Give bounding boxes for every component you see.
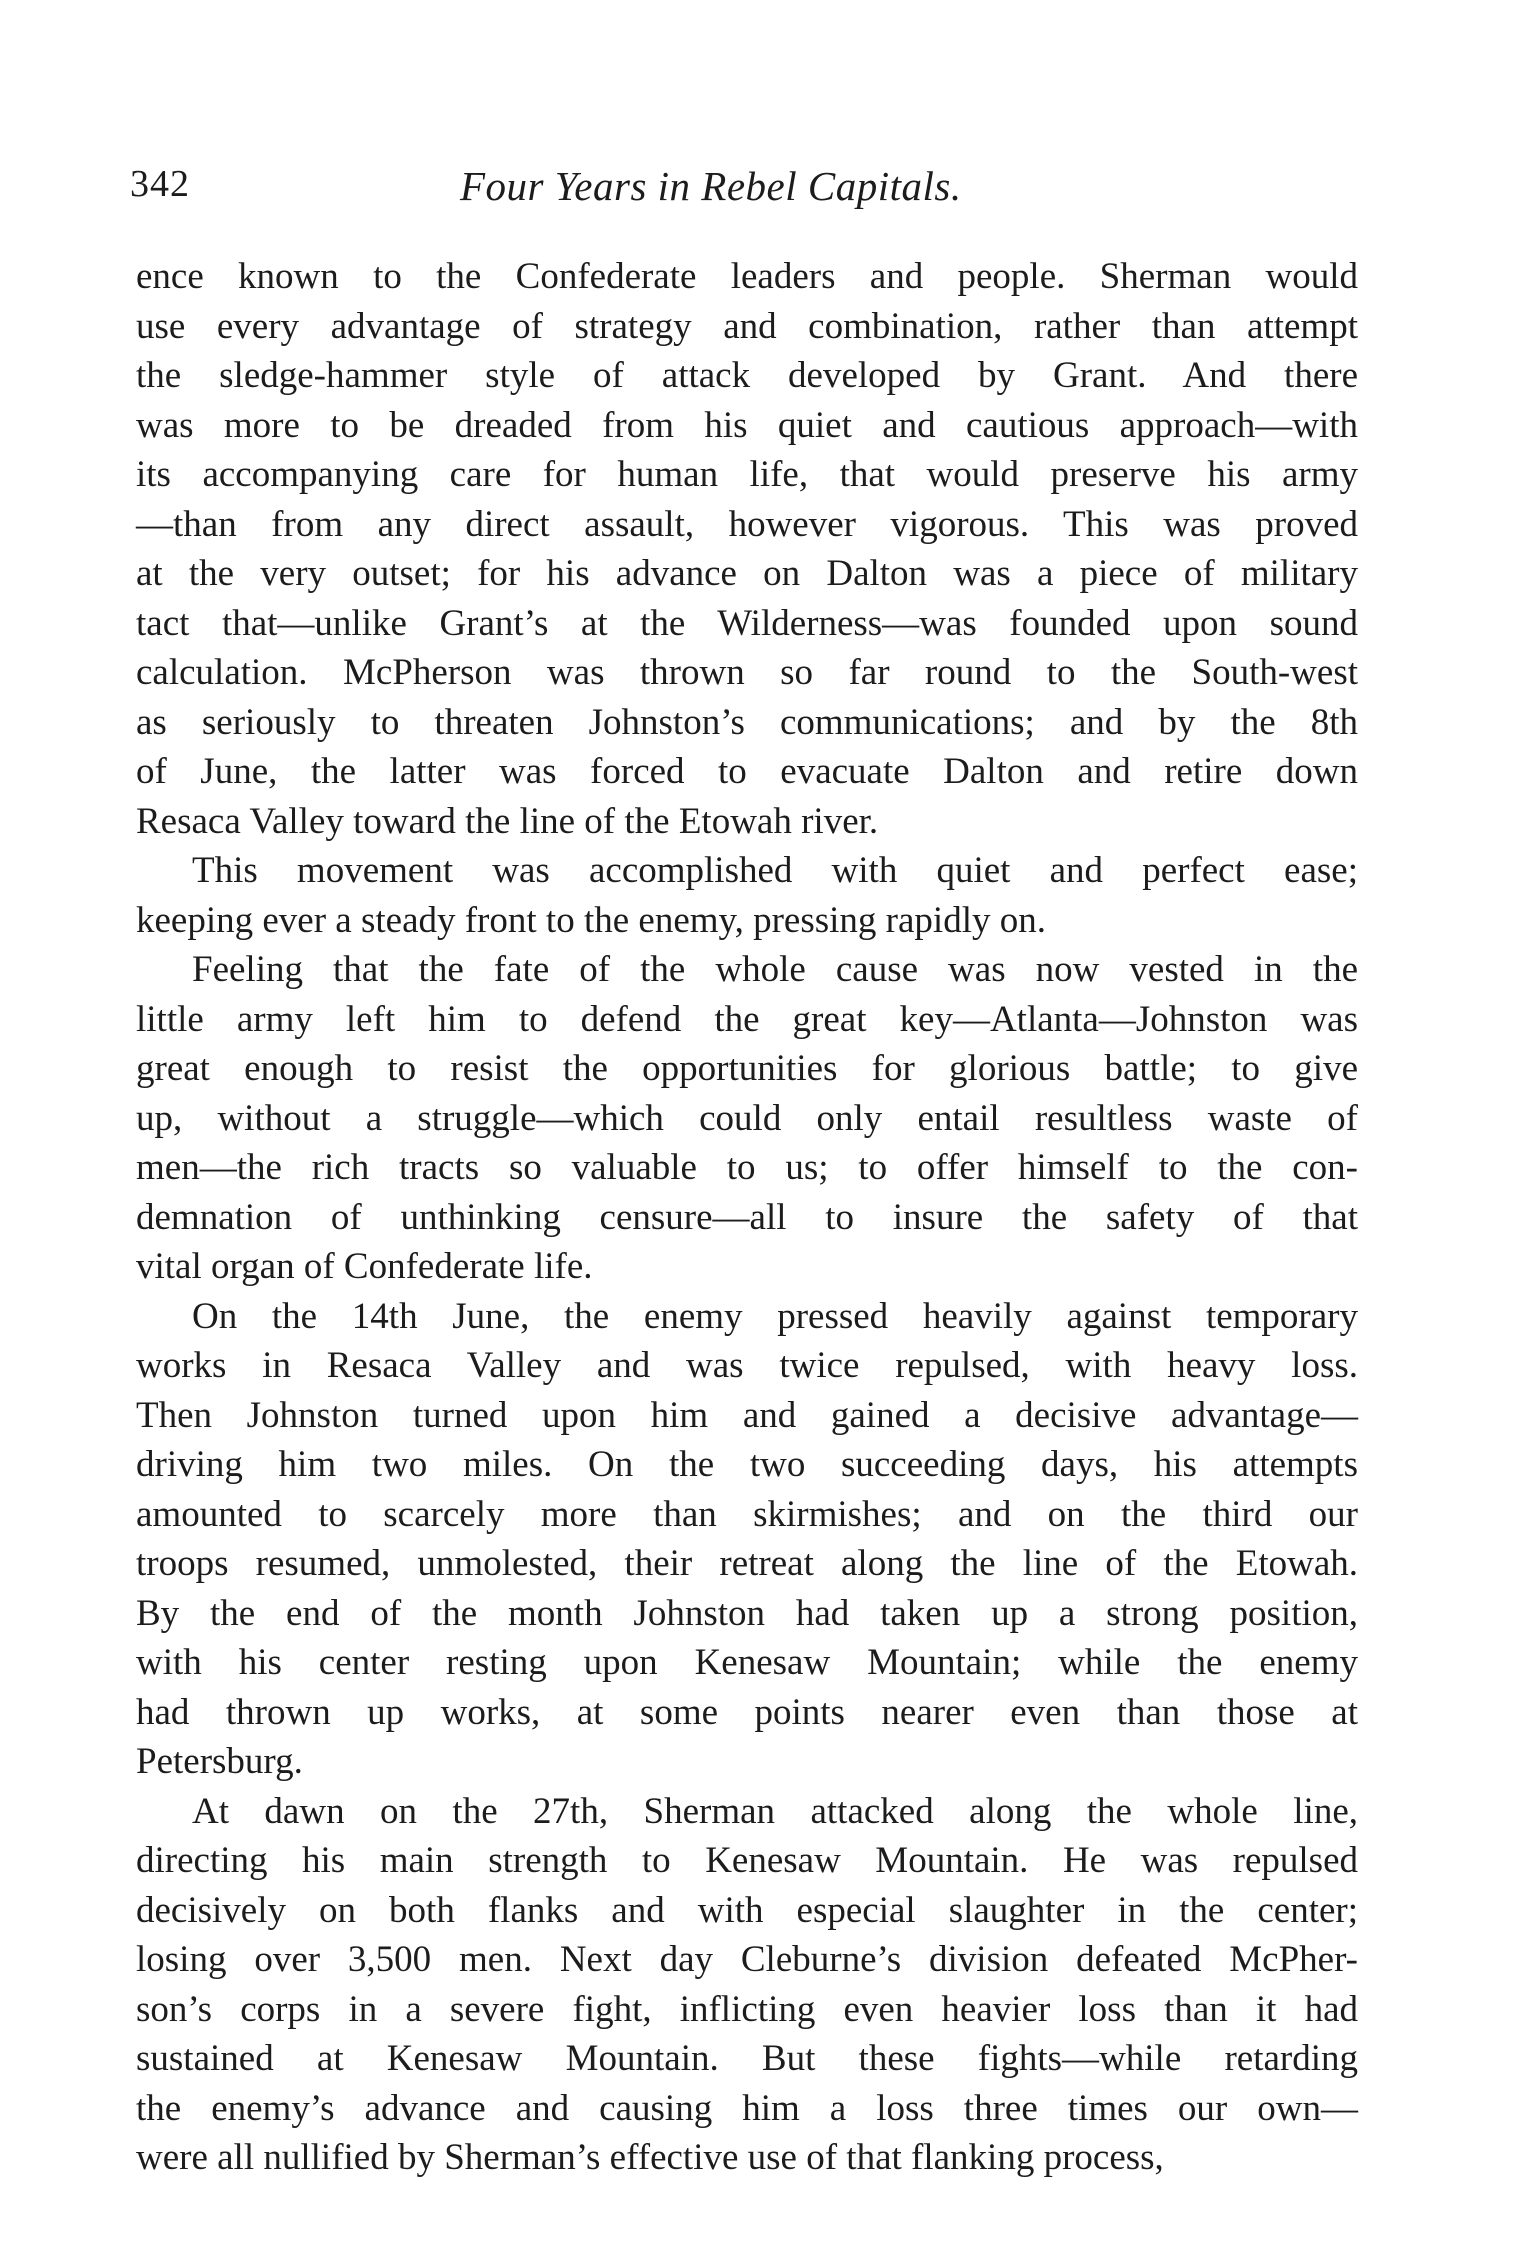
text-line: men—the rich tracts so valuable to us; to offer himself to the con- bbox=[136, 1147, 1358, 1188]
paragraph bbox=[136, 1787, 1358, 2183]
text-line: the sledge-hammer style of attack developed by Grant. And there bbox=[136, 355, 1358, 396]
text-line: troops resumed, unmolested, their retreat along the line of the Etowah. bbox=[136, 1543, 1358, 1584]
text-line: This movement was accomplished with quiet and perfect ease; bbox=[192, 850, 1358, 891]
text-line: had thrown up works, at some points nearer even than those at bbox=[136, 1691, 1358, 1733]
text-line: decisively on both flanks and with especial slaughter in the center; bbox=[136, 1889, 1358, 1931]
running-head bbox=[130, 162, 1360, 212]
text-line: ence known to the Confederate leaders and people. Sherman would bbox=[136, 256, 1358, 297]
text-line: works in Resaca Valley and was twice repulsed, with heavy loss. bbox=[136, 1345, 1358, 1386]
paragraph bbox=[136, 846, 1358, 945]
text-line: was more to be dreaded from his quiet and cautious approach—with bbox=[136, 404, 1358, 446]
text-line: amounted to scarcely more than skirmishes; and on the third our bbox=[136, 1493, 1358, 1535]
book-title: Four Years in Rebel Capitals. bbox=[460, 163, 962, 209]
text-line: At dawn on the 27th, Sherman attacked along the whole line, bbox=[192, 1790, 1358, 1832]
paragraph bbox=[136, 252, 1358, 846]
text-line: as seriously to threaten Johnston’s communications; and by the 8th bbox=[136, 701, 1358, 743]
text-line: Resaca Valley toward the line of the Etowah river. bbox=[136, 800, 879, 842]
text-line: keeping ever a steady front to the enemy, pressing rapidly on. bbox=[136, 899, 1046, 941]
paragraph bbox=[136, 1292, 1358, 1787]
text-line: son’s corps in a severe fight, inflicting even heavier loss than it had bbox=[136, 1988, 1358, 2030]
text-line: of June, the latter was forced to evacuate Dalton and retire down bbox=[136, 751, 1358, 792]
text-line: sustained at Kenesaw Mountain. But these fights—while retarding bbox=[136, 2038, 1358, 2079]
text-line: use every advantage of strategy and combination, rather than attempt bbox=[136, 305, 1358, 347]
text-line: Then Johnston turned upon him and gained a decisive advantage— bbox=[136, 1394, 1358, 1436]
text-line: tact that—unlike Grant’s at the Wilderness—was founded upon sound bbox=[136, 602, 1358, 644]
text-line: great enough to resist the opportunities for glorious battle; to give bbox=[136, 1048, 1358, 1089]
text-line: little army left him to defend the great key—Atlanta—Johnston was bbox=[136, 998, 1358, 1040]
text-line: at the very outset; for his advance on Dalton was a piece of military bbox=[136, 553, 1358, 594]
text-line: vital organ of Confederate life. bbox=[136, 1246, 593, 1287]
body-text bbox=[136, 252, 1358, 2183]
text-line: calculation. McPherson was thrown so far round to the South-west bbox=[136, 652, 1358, 693]
text-line: directing his main strength to Kenesaw Mountain. He was repulsed bbox=[136, 1840, 1358, 1881]
text-line: the enemy’s advance and causing him a loss three times our own— bbox=[136, 2087, 1358, 2129]
text-line: losing over 3,500 men. Next day Cleburne’s division defeated McPher- bbox=[136, 1939, 1358, 1980]
text-line: up, without a struggle—which could only entail resultless waste of bbox=[136, 1097, 1358, 1139]
text-line: By the end of the month Johnston had taken up a strong position, bbox=[136, 1592, 1358, 1634]
page-number: 342 bbox=[130, 163, 190, 205]
text-line: were all nullified by Sherman’s effective use of that flanking process, bbox=[136, 2137, 1164, 2178]
text-line: Petersburg. bbox=[136, 1741, 303, 1782]
text-line: driving him two miles. On the two succeeding days, his attempts bbox=[136, 1444, 1358, 1485]
text-line: —than from any direct assault, however vigorous. This was proved bbox=[136, 503, 1358, 545]
text-line: Feeling that the fate of the whole cause was now vested in the bbox=[192, 949, 1358, 990]
text-line: its accompanying care for human life, that would preserve his army bbox=[136, 454, 1358, 495]
text-line: On the 14th June, the enemy pressed heavily against temporary bbox=[192, 1295, 1358, 1337]
text-line: demnation of unthinking censure—all to insure the safety of that bbox=[136, 1196, 1358, 1238]
paragraph bbox=[136, 945, 1358, 1292]
text-line: with his center resting upon Kenesaw Mountain; while the enemy bbox=[136, 1642, 1358, 1683]
